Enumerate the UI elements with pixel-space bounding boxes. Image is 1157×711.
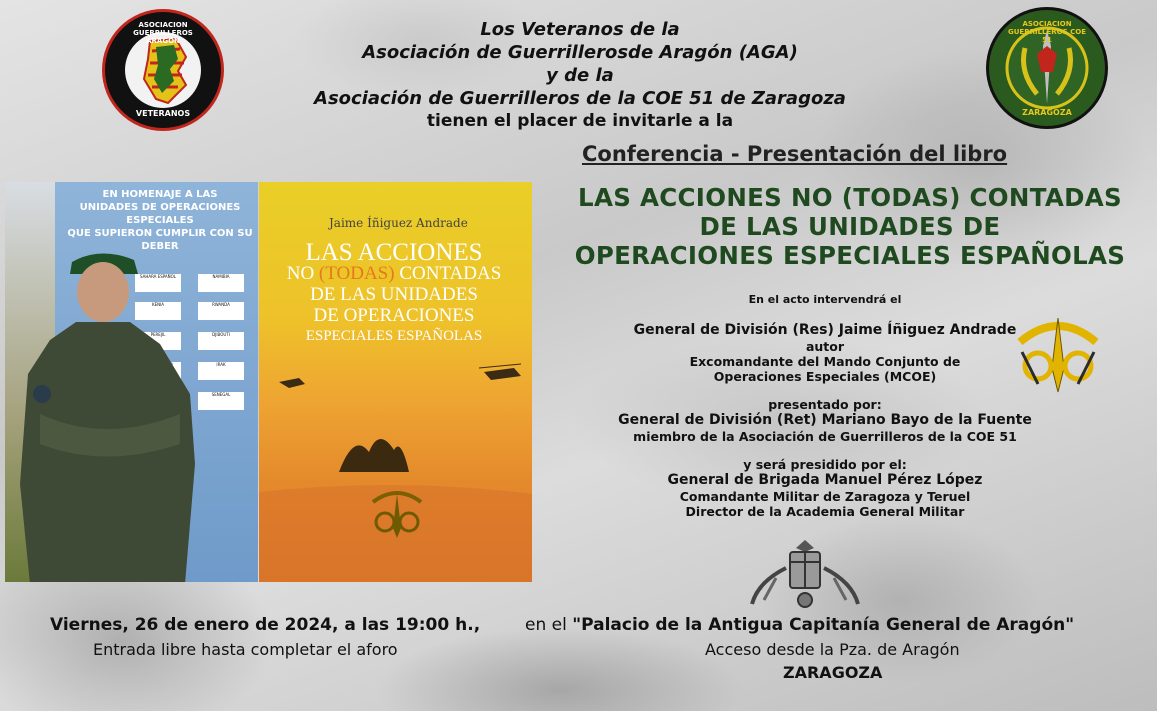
logo-left-top-text: ASOCIACION GUERRILLEROS ARAGON — [133, 21, 193, 45]
header-line-5: tienen el placer de invitarle a la — [426, 111, 734, 131]
event-date-time: Viernes, 26 de enero de 2024, a las 19:00 h., — [50, 615, 481, 635]
invitation-header — [260, 18, 900, 133]
presenter-name: General de División (Ret) Mariano Bayo de la Fuente — [618, 412, 1032, 428]
plaque-card: DJIBOUTI — [198, 332, 244, 350]
logo-right-bottom-text: ZARAGOZA — [1022, 108, 1072, 117]
book-title-line-3: OPERACIONES ESPECIALES ESPAÑOLAS — [574, 241, 1126, 270]
event-venue — [525, 615, 1074, 635]
program-details — [560, 292, 1090, 519]
speaker-desc-2: Operaciones Especiales (MCOE) — [713, 369, 937, 384]
event-entry: Entrada libre hasta completar el aforo — [93, 640, 398, 659]
speaker-desc-1: Excomandante del Mando Conjunto de — [689, 354, 961, 369]
plaque-card: KENIA — [135, 302, 181, 320]
cover-title-line-2: NO (TODAS) CONTADAS — [286, 263, 502, 284]
plaque-card: RWANDA — [198, 302, 244, 320]
plaque-card: SENEGAL — [198, 392, 244, 410]
venue-prefix: en el — [525, 615, 573, 635]
president-desc-1: Comandante Militar de Zaragoza y Teruel — [679, 489, 971, 504]
author-photo — [5, 182, 258, 582]
soldier-figure — [10, 244, 210, 582]
conference-title: Conferencia - Presentación del libro — [582, 142, 1008, 166]
cover-title-line-1: LAS ACCIONES — [305, 239, 483, 266]
plaque-line-1: EN HOMENAJE A LAS — [102, 189, 218, 200]
president-desc-2: Director de la Academia General Militar — [685, 504, 965, 519]
academia-emblem-icon — [746, 538, 864, 610]
header-line-3: y de la — [546, 65, 614, 86]
venue-name: "Palacio de la Antigua Capitanía General de Aragón" — [572, 615, 1075, 635]
book-title-line-1: LAS ACCIONES NO (TODAS) CONTADAS — [578, 183, 1122, 212]
presented-by-label: presentado por: — [768, 397, 882, 412]
mcoe-emblem-icon — [1012, 312, 1104, 398]
book-title — [545, 183, 1155, 270]
logo-left-bottom-text: VETERANOS — [135, 109, 191, 118]
speaker-name: General de División (Res) Jaime Íñiguez Andrade — [633, 322, 1017, 338]
cover-title-line-3: DE LAS UNIDADES — [310, 284, 478, 305]
cover-title-line-5: ESPECIALES ESPAÑOLAS — [305, 328, 483, 344]
event-city: ZARAGOZA — [783, 663, 883, 682]
event-access: Acceso desde la Pza. de Aragón — [705, 640, 960, 659]
program-intro: En el acto intervendrá el — [748, 293, 902, 306]
cover-emblem-icon — [367, 488, 427, 544]
presenter-desc: miembro de la Asociación de Guerrilleros de la COE 51 — [633, 429, 1017, 444]
book-cover — [259, 182, 532, 582]
cover-title-line-4: DE OPERACIONES — [313, 305, 475, 326]
header-line-4: Asociación de Guerrilleros de la COE 51 de Zaragoza — [314, 88, 846, 109]
cover-author: Jaime Íñiguez Andrade — [329, 216, 468, 230]
aga-veteranos-logo — [100, 7, 226, 133]
president-name: General de Brigada Manuel Pérez López — [667, 472, 983, 488]
header-line-2: Asociación de Guerrillerosde Aragón (AGA) — [362, 42, 798, 63]
coe51-logo — [985, 6, 1109, 130]
plaque-line-3: QUE SUPIERON CUMPLIR CON SU DEBER — [67, 228, 253, 252]
speaker-role: autor — [805, 339, 845, 354]
plaque-card: IRAK — [198, 362, 244, 380]
plaque-card: NAMIBIA — [198, 274, 244, 292]
plaque-line-2: UNIDADES DE OPERACIONES ESPECIALES — [79, 202, 241, 226]
book-title-line-2: DE LAS UNIDADES DE — [699, 212, 1001, 241]
presided-by-label: y será presidido por el: — [743, 457, 907, 472]
plaque-card: PEREJIL — [135, 332, 181, 350]
plaque-card: SAHARA ESPAÑOL — [135, 274, 181, 292]
logo-right-top-text: ASOCIACION GUERRILLEROS COE 51 — [1008, 20, 1086, 44]
header-line-1: Los Veteranos de la — [480, 19, 680, 40]
